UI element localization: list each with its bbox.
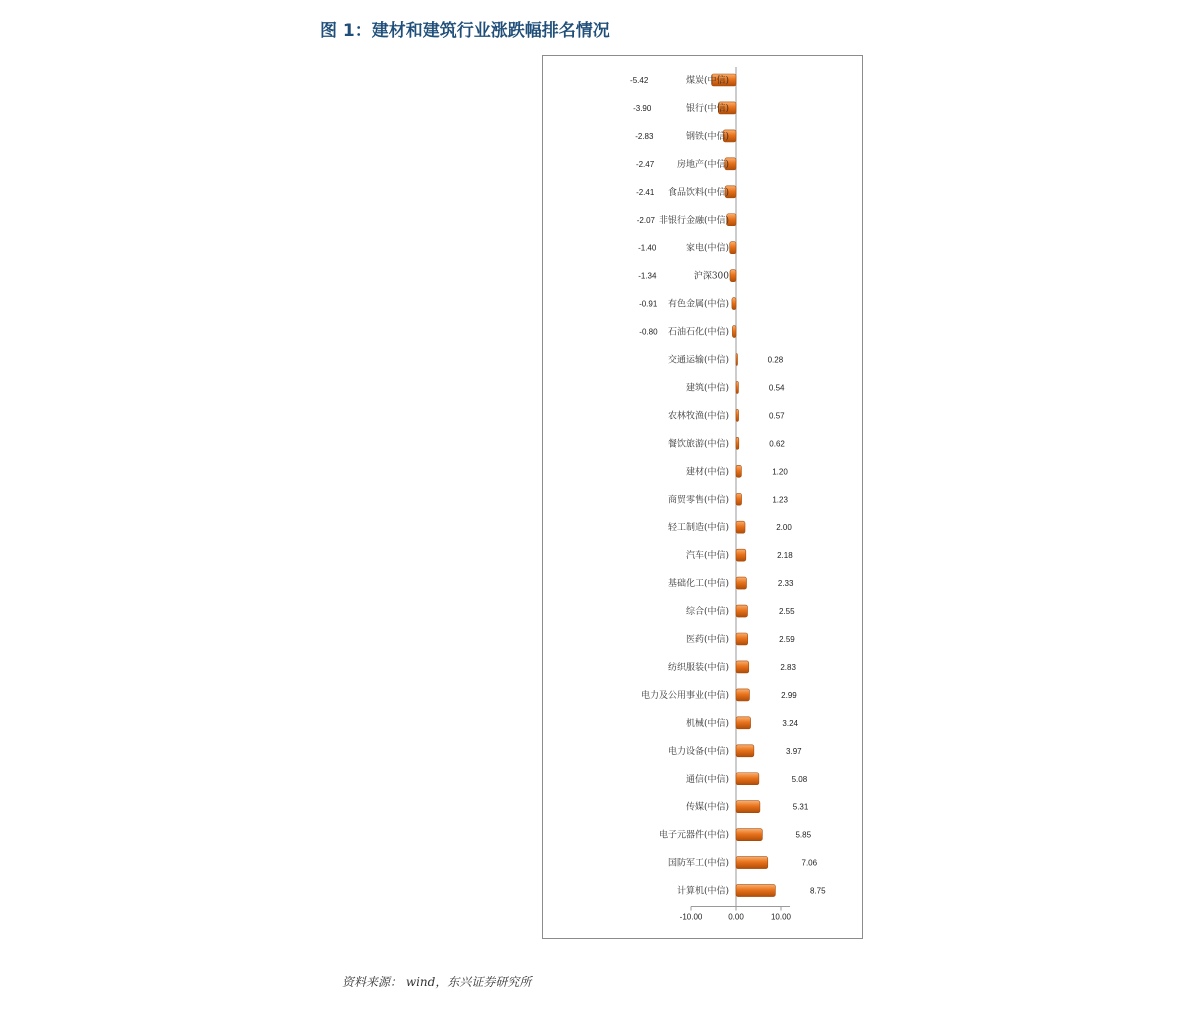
category-label-19: 综合(中信)	[685, 607, 729, 618]
value-label-7: -1.34	[638, 271, 657, 281]
category-label-5: 非银行金融(中信)	[658, 215, 729, 226]
value-label-10: 0.28	[767, 355, 784, 365]
bar-22	[736, 689, 749, 701]
category-label-20: 医药(中信)	[685, 635, 729, 645]
bar-12	[736, 409, 739, 421]
value-label-28: 7.06	[801, 858, 818, 868]
bar-6	[730, 242, 736, 254]
figure-title: 图 1：建材和建筑行业涨跌幅排名情况	[320, 21, 610, 41]
category-label-13: 餐饮旅游(中信)	[667, 439, 729, 450]
value-label-5: -2.07	[636, 215, 655, 225]
x-tick-label-2: 10.00	[770, 912, 792, 922]
category-label-18: 基础化工(中信)	[667, 579, 729, 590]
category-label-12: 农林牧渔(中信)	[667, 411, 729, 422]
category-label-11: 建筑(中信)	[685, 383, 729, 394]
category-label-3: 房地产(中信)	[676, 159, 729, 170]
value-label-16: 2.00	[776, 523, 792, 533]
category-label-28: 国防军工(中信)	[667, 858, 729, 869]
category-label-2: 钢铁(中信)	[685, 131, 729, 142]
bar-10	[736, 354, 738, 366]
bar-14	[736, 465, 741, 477]
value-label-1: -3.90	[633, 103, 652, 113]
bar-20	[736, 633, 748, 645]
bar-28	[736, 857, 768, 869]
value-label-9: -0.80	[639, 327, 658, 337]
figure-source: 资料来源： wind，东兴证券研究所	[342, 975, 532, 989]
bar-18	[736, 577, 746, 589]
value-label-12: 0.57	[769, 411, 785, 421]
bar-19	[736, 605, 747, 617]
category-label-16: 轻工制造(中信)	[667, 523, 729, 534]
category-label-26: 传媒(中信)	[685, 802, 729, 813]
bar-23	[736, 717, 751, 729]
category-label-6: 家电(中信)	[685, 243, 729, 254]
value-label-24: 3.97	[786, 746, 802, 756]
value-label-15: 1.23	[772, 495, 788, 505]
value-label-4: -2.41	[636, 187, 655, 197]
value-label-6: -1.40	[638, 243, 657, 253]
category-label-23: 机械(中信)	[685, 718, 729, 729]
value-label-26: 5.31	[792, 802, 809, 812]
category-label-25: 通信(中信)	[685, 774, 729, 785]
value-label-11: 0.54	[768, 383, 785, 393]
bar-24	[736, 745, 754, 757]
bar-17	[736, 549, 746, 561]
value-label-19: 2.55	[778, 607, 795, 617]
category-label-8: 有色金属(中信)	[667, 299, 729, 310]
category-label-29: 计算机(中信)	[676, 886, 729, 897]
bar-27	[736, 829, 762, 841]
category-label-10: 交通运输(中信)	[667, 355, 729, 366]
x-tick-label-0: -10.00	[679, 912, 703, 922]
value-label-22: 2.99	[781, 690, 797, 700]
value-label-3: -2.47	[635, 159, 655, 169]
category-label-21: 纺织服装(中信)	[667, 662, 729, 673]
bar-7	[730, 270, 736, 282]
value-label-23: 3.24	[782, 718, 798, 728]
value-label-0: -5.42	[630, 76, 649, 85]
bar-21	[736, 661, 749, 673]
category-label-27: 电子元器件(中信)	[658, 830, 729, 841]
value-label-21: 2.83	[780, 662, 796, 672]
category-label-15: 商贸零售(中信)	[667, 495, 729, 506]
value-label-8: -0.91	[639, 299, 658, 309]
bar-9	[732, 326, 736, 338]
bar-15	[736, 493, 742, 505]
value-label-14: 1.20	[772, 467, 788, 477]
value-label-2: -2.83	[635, 131, 654, 141]
value-label-20: 2.59	[779, 635, 795, 644]
category-label-24: 电力设备(中信)	[667, 746, 729, 757]
bar-chart	[542, 55, 863, 939]
value-label-25: 5.08	[791, 774, 808, 784]
bar-25	[736, 773, 759, 785]
bar-11	[736, 381, 738, 393]
bar-8	[732, 298, 736, 310]
bar-29	[736, 885, 775, 897]
category-label-17: 汽车(中信)	[685, 551, 729, 562]
value-label-27: 5.85	[795, 830, 812, 840]
category-label-0: 煤炭(中信)	[685, 76, 729, 86]
category-label-7: 沪深300	[693, 271, 729, 282]
category-label-9: 石油石化(中信)	[667, 327, 729, 338]
category-label-22: 电力及公用事业(中信)	[640, 690, 729, 701]
category-label-1: 银行(中信)	[685, 103, 729, 114]
bar-26	[736, 801, 760, 813]
category-label-4: 食品饮料(中信)	[667, 187, 729, 198]
category-label-14: 建材(中信)	[685, 467, 729, 478]
value-label-17: 2.18	[777, 551, 793, 561]
value-label-18: 2.33	[777, 579, 794, 589]
value-label-29: 8.75	[809, 886, 826, 896]
bar-13	[736, 437, 739, 449]
bar-16	[736, 521, 745, 533]
value-label-13: 0.62	[769, 439, 785, 449]
x-tick-label-1: 0.00	[728, 912, 744, 922]
